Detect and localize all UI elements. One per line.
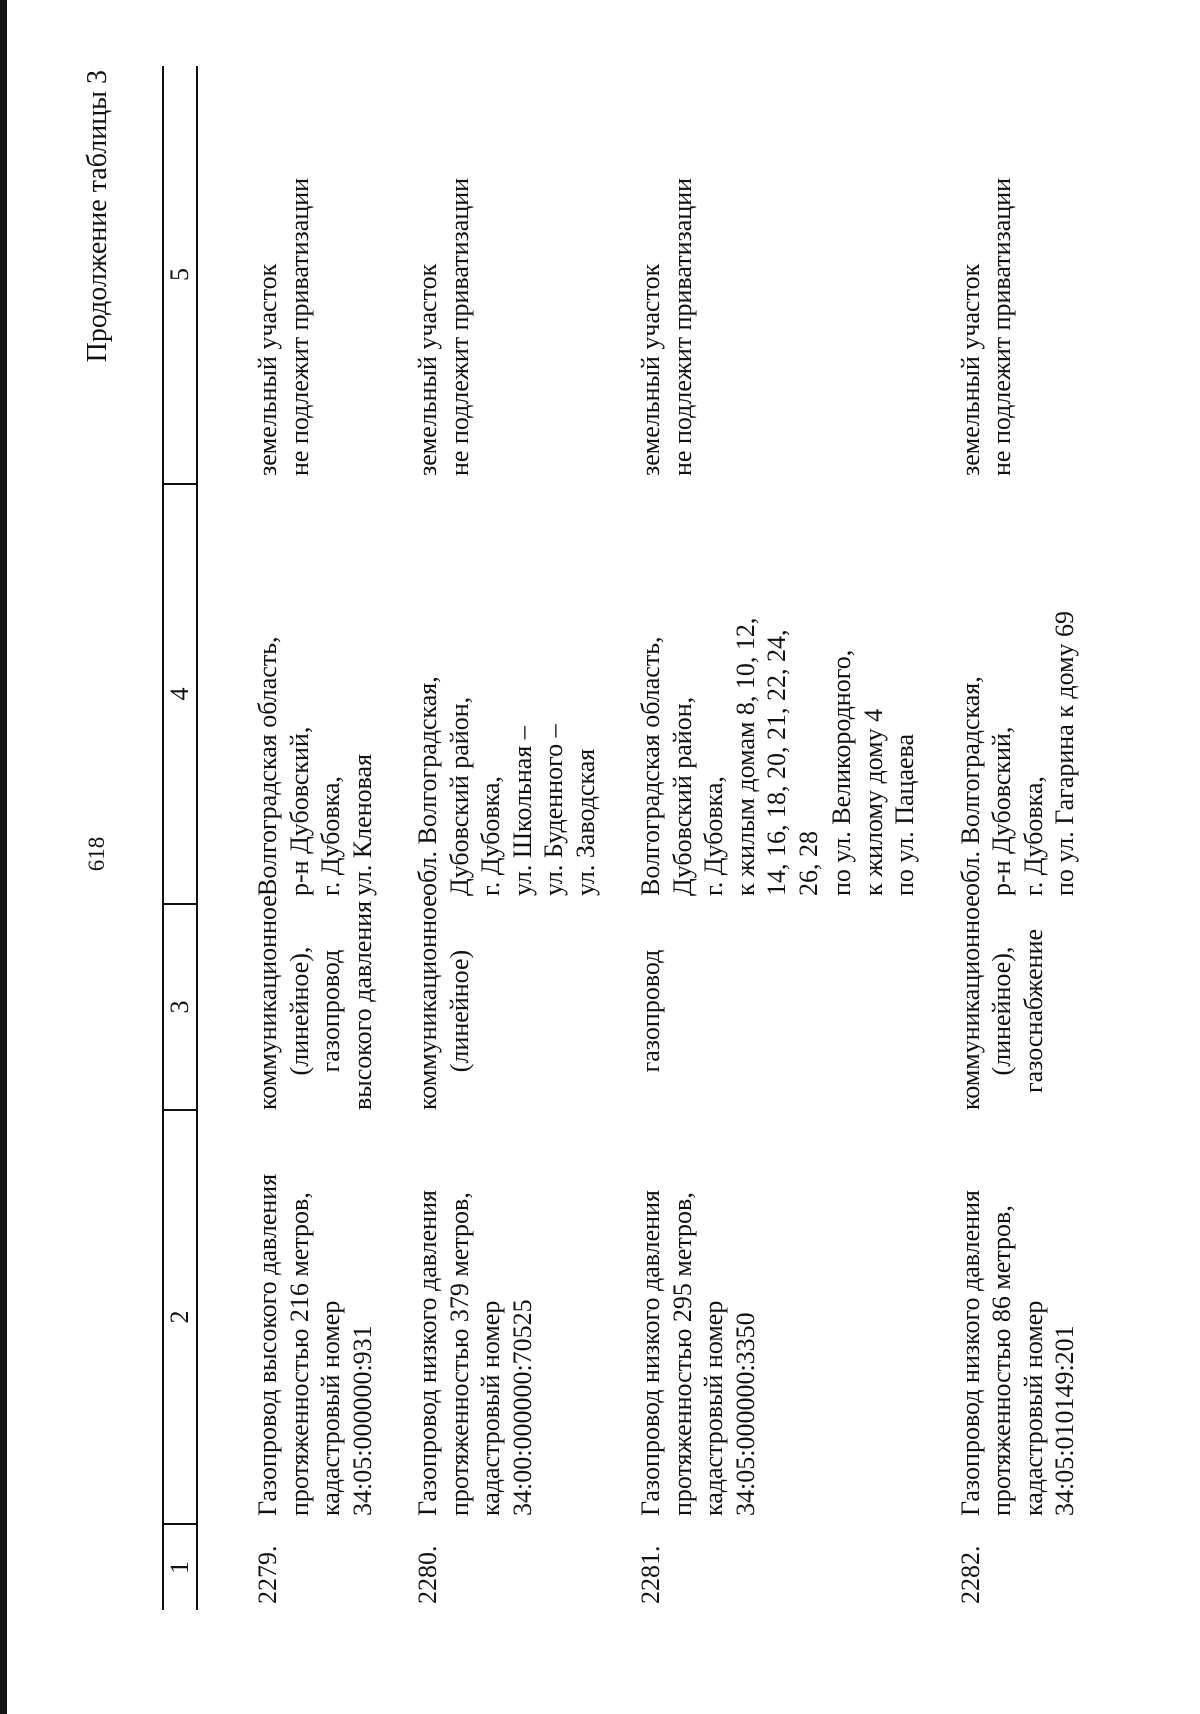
status-line: земельный участок bbox=[636, 263, 665, 476]
address-line: обл. Волгоградская, bbox=[413, 676, 442, 896]
status-line: не подлежит приватизации bbox=[987, 177, 1016, 476]
object-type-line: газопровод bbox=[316, 949, 345, 1073]
object-type-line: газопровод bbox=[636, 949, 665, 1073]
table-row bbox=[378, 66, 601, 1610]
address-line: Дубовский район, bbox=[444, 696, 474, 896]
object-name-line: протяженностью 379 метров, bbox=[444, 1192, 474, 1516]
address-line: Дубовский район, bbox=[667, 696, 697, 896]
address-line: г. Дубовка, bbox=[699, 776, 728, 896]
address-line: ул. Буденного – bbox=[539, 724, 568, 896]
address-line: по ул. Великородного, bbox=[827, 649, 856, 896]
address-line: г. Дубовка, bbox=[316, 776, 345, 896]
status-cell bbox=[197, 66, 378, 484]
address-cell bbox=[197, 484, 378, 904]
object-name-line: кадастровый номер bbox=[316, 1300, 345, 1516]
object-type-cell bbox=[378, 895, 601, 1110]
object-name-line: 34:05:010149:201 bbox=[1050, 1325, 1079, 1516]
status-line: не подлежит приватизации bbox=[667, 177, 697, 476]
object-type-line: (линейное) bbox=[444, 949, 474, 1073]
row-number: 2279. bbox=[253, 1545, 282, 1604]
object-name-line: 34:05:000000:3350 bbox=[730, 1312, 760, 1516]
address-line: г. Дубовка, bbox=[476, 776, 505, 896]
address-line: р-н Дубовский, bbox=[987, 726, 1016, 896]
object-name-line: 34:05:000000:931 bbox=[347, 1325, 377, 1516]
object-type-line: коммуникационное bbox=[253, 895, 282, 1110]
object-type-line: (линейное), bbox=[284, 946, 314, 1076]
object-name-line: Газопровод низкого давления bbox=[636, 1190, 665, 1516]
object-type-line: коммуникационное bbox=[413, 895, 442, 1110]
object-name-cell bbox=[378, 1110, 601, 1524]
address-line: по ул. Гагарина к дому 69 bbox=[1050, 610, 1079, 896]
page-number: 618 bbox=[84, 836, 109, 872]
object-name-cell bbox=[197, 1110, 378, 1524]
object-name-line: 34:00:000000:70525 bbox=[507, 1299, 537, 1516]
table-row bbox=[601, 66, 921, 1610]
status-line: земельный участок bbox=[253, 263, 282, 476]
table-header-row bbox=[163, 66, 197, 1610]
column-header-4: 4 bbox=[163, 484, 197, 904]
object-type-line: высокого давления bbox=[347, 900, 377, 1110]
address-line: к жилым домам 8, 10, 12, bbox=[730, 617, 760, 896]
object-type-cell bbox=[921, 895, 1081, 1110]
status-line: не подлежит приватизации bbox=[284, 177, 314, 476]
table-row bbox=[921, 66, 1081, 1610]
row-number: 2282. bbox=[955, 1545, 985, 1604]
table-continuation-caption: Продолжение таблицы 3 bbox=[82, 70, 113, 363]
object-type-line: коммуникационное bbox=[955, 895, 985, 1110]
column-header-1: 1 bbox=[163, 1524, 197, 1610]
address-line: г. Дубовка, bbox=[1018, 776, 1048, 896]
row-number: 2280. bbox=[413, 1545, 442, 1604]
object-name-line: протяженностью 86 метров, bbox=[987, 1205, 1016, 1516]
object-name-line: Газопровод низкого давления bbox=[955, 1190, 985, 1516]
status-cell bbox=[921, 66, 1081, 484]
status-line: земельный участок bbox=[413, 263, 442, 476]
address-line: ул. Кленовая bbox=[347, 753, 377, 896]
object-name-cell bbox=[921, 1110, 1081, 1524]
status-cell bbox=[601, 66, 921, 484]
column-header-2: 2 bbox=[163, 1110, 197, 1524]
object-name-line: протяженностью 295 метров, bbox=[667, 1192, 697, 1516]
address-cell bbox=[601, 484, 921, 904]
address-line: Волгоградская область, bbox=[253, 636, 282, 896]
address-cell bbox=[378, 484, 601, 904]
object-type-line: газоснабжение bbox=[1018, 928, 1048, 1094]
table-row bbox=[197, 66, 378, 1610]
status-cell bbox=[378, 66, 601, 484]
address-extra-block bbox=[826, 484, 921, 896]
address-line: по ул. Пацаева bbox=[890, 733, 919, 896]
address-line: ул. Школьная – bbox=[507, 726, 537, 896]
object-name-line: Газопровод низкого давления bbox=[413, 1190, 442, 1516]
object-type-cell bbox=[197, 895, 378, 1110]
address-line: обл. Волгоградская, bbox=[955, 676, 985, 896]
object-name-line: Газопровод высокого давления bbox=[253, 1173, 282, 1516]
status-line: земельный участок bbox=[955, 263, 985, 476]
row-number: 2281. bbox=[636, 1545, 665, 1604]
object-type-cell bbox=[601, 904, 921, 1110]
object-name-line: протяженностью 216 метров, bbox=[284, 1192, 314, 1516]
address-line: Волгоградская область, bbox=[636, 636, 665, 896]
address-cell bbox=[921, 484, 1081, 904]
land-registry-table bbox=[162, 66, 1081, 1610]
address-line: к жилому дому 4 bbox=[858, 708, 888, 896]
object-name-line: кадастровый номер bbox=[1018, 1300, 1048, 1516]
column-header-5: 5 bbox=[163, 66, 197, 484]
column-header-3: 3 bbox=[163, 904, 197, 1110]
object-type-line: (линейное), bbox=[987, 946, 1016, 1076]
address-line: ул. Заводская bbox=[570, 748, 600, 896]
object-name-line: кадастровый номер bbox=[476, 1300, 505, 1516]
object-name-cell bbox=[601, 1110, 921, 1524]
address-line: 14, 16, 18, 20, 21, 22, 24, bbox=[762, 629, 791, 896]
object-name-line: кадастровый номер bbox=[699, 1300, 728, 1516]
status-line: не подлежит приватизации bbox=[444, 177, 474, 476]
address-line: 26, 28 bbox=[793, 831, 823, 896]
address-line: р-н Дубовский, bbox=[284, 726, 314, 896]
